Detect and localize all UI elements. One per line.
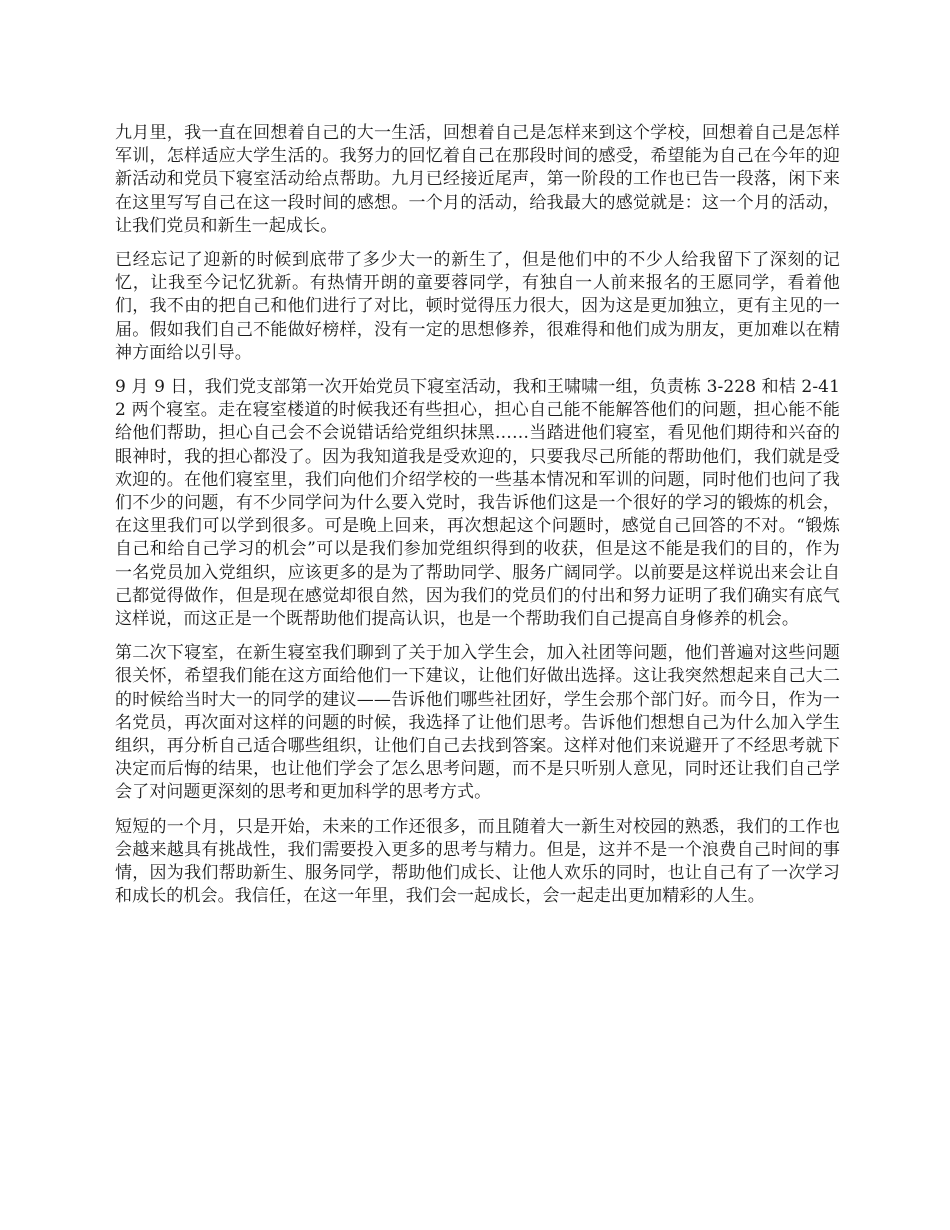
document-body [115,122,840,920]
paragraph-2: 已经忘记了迎新的时候到底带了多少大一的新生了，但是他们中的不少人给我留下了深刻的记忆，让我至今记忆犹新。有热情开朗的童要蓉同学，有独自一人前来报名的王愿同学，看着他们，我不由的把自己和他们进行了对比，顿时觉得压力很大，因为这是更加独立，更有主见的一届。假如我们自己不能做好榜样，没有一定的思想修养，很难得和他们成为朋友，更加难以在精神方面给以引导。 [115,250,840,363]
paragraph-5: 短短的一个月，只是开始，未来的工作还很多，而且随着大一新生对校园的熟悉，我们的工作也会越来越具有挑战性，我们需要投入更多的思考与精力。但是，这并不是一个浪费自己时间的事情，因为我们帮助新生、服务同学，帮助他们成长、让他人欢乐的同时，也让自己有了一次学习和成长的机会。我信任，在这一年里，我们会一起成长，会一起走出更加精彩的人生。 [115,816,840,907]
paragraph-3: 9 月 9 日，我们党支部第一次开始党员下寝室活动，我和王啸啸一组，负责栋 3-228 和桔 2-412 两个寝室。走在寝室楼道的时候我还有些担心，担心自己能不能解答他们的问题，担心能不能给他们帮助，担心自己会不会说错话给党组织抹黑……当踏进他们寝室，看见他们期待和兴奋的眼神时，我的担心都没了。因为我知道我是受欢迎的，只要我尽己所能的帮助他们，我们就是受欢迎的。在他们寝室里，我们向他们介绍学校的一些基本情况和军训的问题，同时他们也问了我们不少的问题，有不少同学问为什么要入党时，我告诉他们这是一个很好的学习的锻炼的机会，在这里我们可以学到很多。可是晚上回来，再次想起这个问题时，感觉自己回答的不对。“锻炼自己和给自己学习的机会”可以是我们参加党组织得到的收获，但是这不能是我们的目的，作为一名党员加入党组织，应该更多的是为了帮助同学、服务广阔同学。以前要是这样说出来会让自己都觉得做作，但是现在感觉却很自然，因为我们的党员们的付出和努力证明了我们确实有底气这样说，而这正是一个既帮助他们提高认识，也是一个帮助我们自己提高自身修养的机会。 [115,377,840,630]
paragraph-1: 九月里，我一直在回想着自己的大一生活，回想着自己是怎样来到这个学校，回想着自己是怎样军训，怎样适应大学生活的。我努力的回忆着自己在那段时间的感受，希望能为自己在今年的迎新活动和党员下寝室活动给点帮助。九月已经接近尾声，第一阶段的工作也已告一段落，闲下来在这里写写自己在这一段时间的感想。一个月的活动，给我最大的感觉就是：这一个月的活动，让我们党员和新生一起成长。 [115,123,840,236]
paragraph-4: 第二次下寝室，在新生寝室我们聊到了关于加入学生会，加入社团等问题，他们普遍对这些问题很关怀，希望我们能在这方面给他们一下建议，让他们好做出选择。这让我突然想起来自己大二的时候给当时大一的同学的建议——告诉他们哪些社团好，学生会那个部门好。而今日，作为一名党员，再次面对这样的问题的时候，我选择了让他们思考。告诉他们想想自己为什么加入学生组织，再分析自己适合哪些组织，让他们自己去找到答案。这样对他们来说避开了不经思考就下决定而后悔的结果，也让他们学会了怎么思考问题，而不是只听别人意见，同时还让我们自己学会了对问题更深刻的思考和更加科学的思考方式。 [115,643,840,803]
